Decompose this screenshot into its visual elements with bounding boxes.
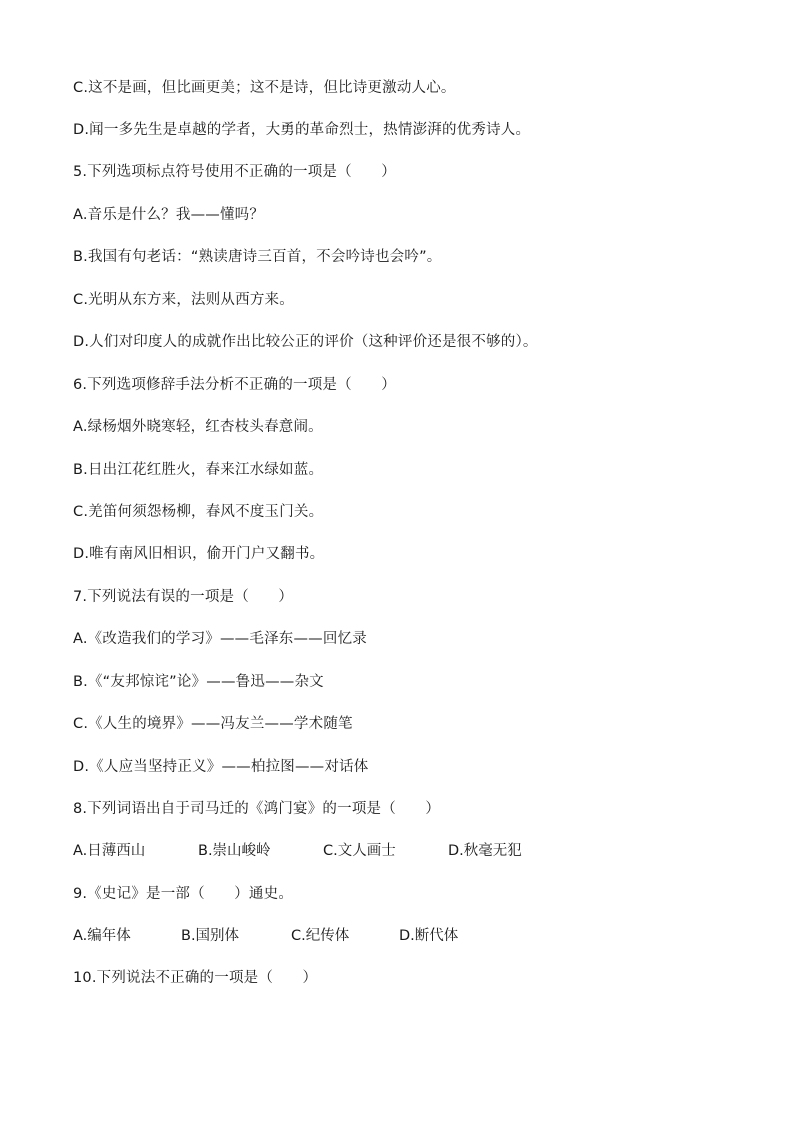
q6-option-a: A.绿杨烟外晓寒轻，红杏枝头春意闹。: [73, 419, 323, 435]
q6-option-d: D.唯有南风旧相识，偷开门户又翻书。: [73, 546, 325, 562]
q9-stem: 9.《史记》是一部（ ）通史。: [73, 886, 294, 902]
q9-option-c: C.纪传体: [291, 928, 350, 944]
q9-options: [73, 926, 509, 946]
q8-option-d: D.秋毫无犯: [448, 843, 522, 859]
q7-stem: 7.下列说法有误的一项是（ ）: [73, 589, 294, 605]
q5-option-b: B.我国有句老话：“熟读唐诗三百首，不会吟诗也会吟”。: [73, 249, 442, 265]
q6-stem: 6.下列选项修辞手法分析不正确的一项是（ ）: [73, 377, 396, 393]
q9-option-d: D.断代体: [399, 928, 459, 944]
q6-option-b: B.日出江花红胜火，春来江水绿如蓝。: [73, 462, 324, 478]
q5-option-a: A.音乐是什么？我——懂吗？: [73, 207, 265, 223]
q7-option-b: B.《“友邦惊诧”论》——鲁迅——杂文: [73, 674, 324, 690]
q7-option-c: C.《人生的境界》——冯友兰——学术随笔: [73, 716, 353, 732]
q6-option-c: C.羌笛何须怨杨柳，春风不度玉门关。: [73, 504, 324, 520]
q4-option-d: D.闻一多先生是卓越的学者，大勇的革命烈士，热情澎湃的优秀诗人。: [73, 122, 531, 138]
q10-stem: 10.下列说法不正确的一项是（ ）: [73, 970, 318, 986]
q9-option-a: A.编年体: [73, 928, 131, 944]
q8-stem: 8.下列词语出自于司马迁的《鸿门宴》的一项是（ ）: [73, 801, 441, 817]
q8-options: [73, 841, 573, 861]
q8-option-a: A.日薄西山: [73, 843, 146, 859]
q8-option-c: C.文人画士: [323, 843, 396, 859]
q7-option-a: A.《改造我们的学习》——毛泽东——回忆录: [73, 631, 367, 647]
q5-option-c: C.光明从东方来，法则从西方来。: [73, 292, 294, 308]
q7-option-d: D.《人应当坚持正义》——柏拉图——对话体: [73, 759, 369, 775]
q8-option-b: B.崇山峻岭: [198, 843, 271, 859]
q4-option-c: C.这不是画，但比画更美；这不是诗，但比诗更激动人心。: [73, 80, 456, 96]
q9-option-b: B.国别体: [181, 928, 240, 944]
q5-option-d: D.人们对印度人的成就作出比较公正的评价（这种评价还是很不够的）。: [73, 334, 538, 350]
q5-stem: 5.下列选项标点符号使用不正确的一项是（ ）: [73, 164, 396, 180]
